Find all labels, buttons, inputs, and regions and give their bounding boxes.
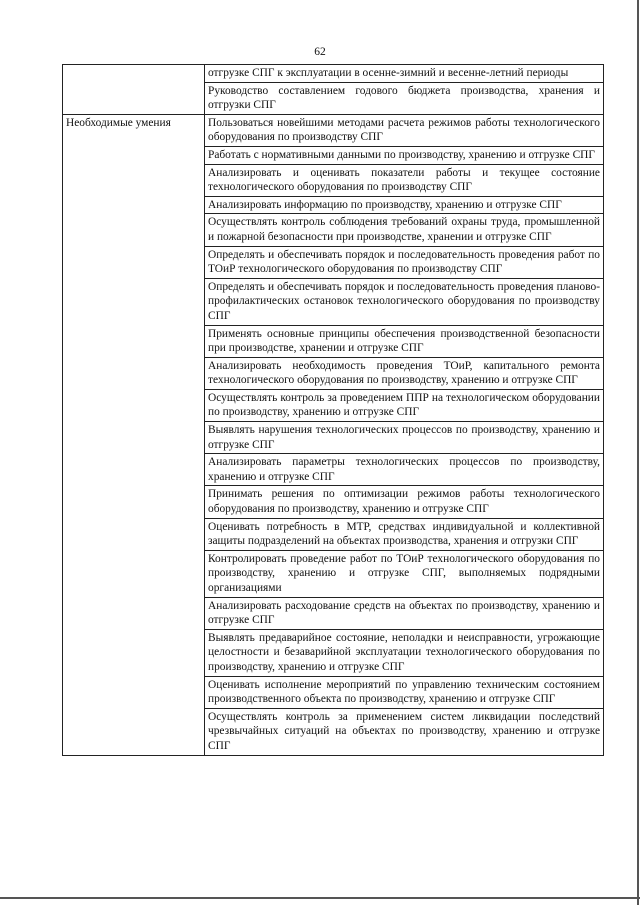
skill-item: Пользоваться новейшими методами расчета режимов работы технологического оборудования по производству СПГ [205,114,604,146]
skill-item: Применять основные принципы обеспечения производственной безопасности при производстве, хранении и отгрузке СПГ [205,325,604,357]
competency-table [62,64,604,756]
skill-item: Осуществлять контроль за применением систем ликвидации последствий чрезвычайных ситуаций на объектах по производству, хранению и отгрузке СПГ [205,708,604,755]
table-cell: Руководство составлением годового бюджета производства, хранения и отгрузки СПГ [205,82,604,114]
skill-item: Анализировать параметры технологических процессов по производству, хранению и отгрузке СПГ [205,454,604,486]
skill-item: Анализировать и оценивать показатели работы и текущее состояние технологического оборудования по производству СПГ [205,164,604,196]
skill-item: Осуществлять контроль соблюдения требований охраны труда, промышленной и пожарной безопасности при производстве, хранении и отгрузке СПГ [205,214,604,246]
table-cell: отгрузке СПГ к эксплуатации в осенне-зимний и весенне-летний периоды [205,65,604,83]
label-cell-empty [63,65,205,115]
skill-item: Анализировать расходование средств на объектах по производству, хранению и отгрузке СПГ [205,597,604,629]
skill-item: Выявлять нарушения технологических процессов по производству, хранению и отгрузке СПГ [205,422,604,454]
skill-item: Принимать решения по оптимизации режимов работы технологического оборудования по производству, хранению и отгрузке СПГ [205,486,604,518]
skill-item: Определять и обеспечивать порядок и последовательность проведения работ по ТОиР технологического оборудования по производству СПГ [205,246,604,278]
scan-edge-bottom [0,897,640,899]
scan-edge-right [637,0,639,905]
skills-label-cell: Необходимые умения [63,114,205,755]
skill-item: Оценивать потребность в МТР, средствах индивидуальной и коллективной защиты подразделений на объектах производства, хранения и отгрузки СПГ [205,518,604,550]
table-row [63,114,604,146]
skill-item: Определять и обеспечивать порядок и последовательность проведения планово-профилактических остановок технологического оборудования по производству СПГ [205,278,604,325]
page-number: 62 [314,46,326,58]
table-row [63,65,604,83]
skill-item: Осуществлять контроль за проведением ППР на технологическом оборудовании по производству, хранению и отгрузке СПГ [205,389,604,421]
skill-item: Оценивать исполнение мероприятий по управлению техническим состоянием производственного объекта по производству, хранению и отгрузке СПГ [205,676,604,708]
skill-item: Выявлять предаварийное состояние, неполадки и неисправности, угрожающие целостности и безаварийной эксплуатации технологического оборудования по производству, хранению и отгрузке СПГ [205,629,604,676]
skill-item: Работать с нормативными данными по производству, хранению и отгрузке СПГ [205,146,604,164]
skill-item: Анализировать информацию по производству, хранению и отгрузке СПГ [205,196,604,214]
skill-item: Контролировать проведение работ по ТОиР технологического оборудования по производству, хранению и отгрузке СПГ, выполняемых подрядными организациями [205,550,604,597]
skill-item: Анализировать необходимость проведения ТОиР, капитального ремонта технологического оборудования по производству, хранению и отгрузке СПГ [205,357,604,389]
